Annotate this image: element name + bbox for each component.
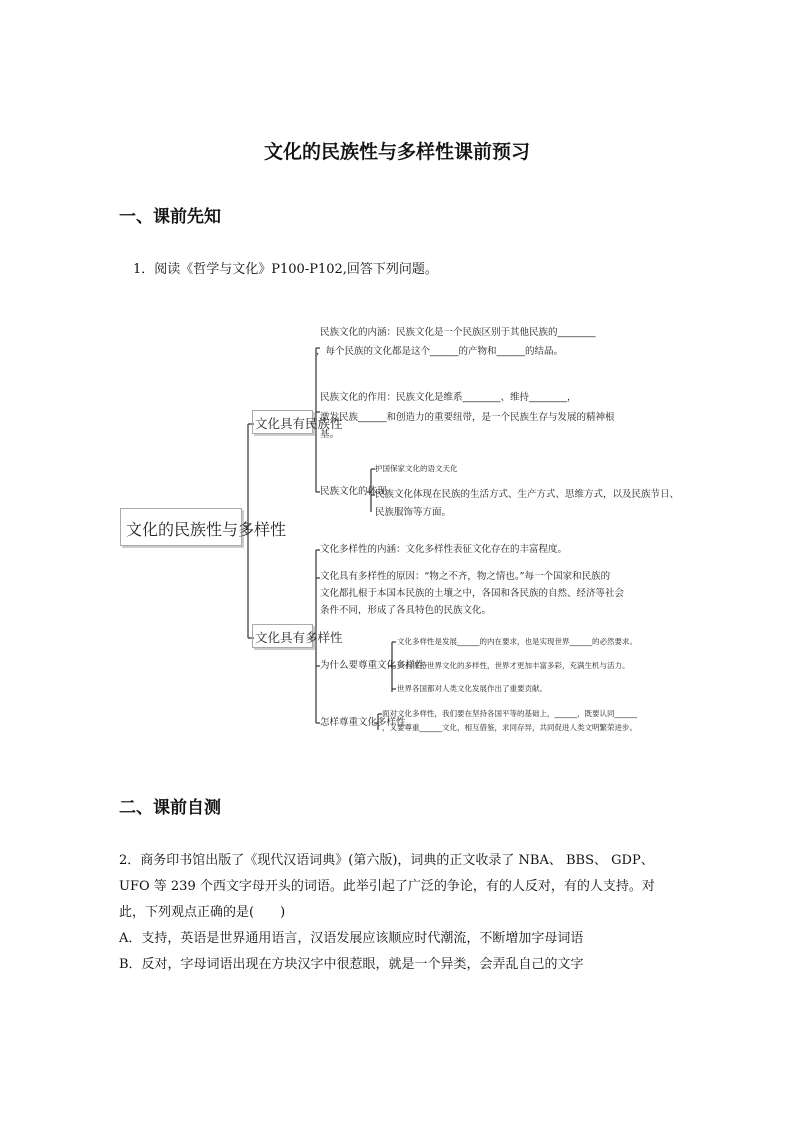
b2-item4-label: 怎样尊重文化多样性 [320,717,406,728]
b1-item3-sub3: 民族服饰等方面。 [375,507,452,518]
question-2 [119,848,679,978]
b1-item1-line2: ，每个民族的文化都是这个______的产物和______的结晶。 [316,346,564,357]
b1-item3-sub2: 民族文化体现在民族的生活方式、生产方式、思维方式，以及民族节日、 [375,489,680,500]
b1-item2-line2: 激发民族______和创造力的重要纽带，是一个民族生存与发展的精神根 [320,412,615,423]
option-b: B．反对，字母词语出现在方块汉字中很惹眼，就是一个异类，会弄乱自己的文字 [119,957,584,972]
branch-diversity: 文化具有多样性 [255,630,343,645]
b1-item2-line1: 民族文化的作用：民族文化是维系________、维持________， [320,392,577,403]
b2-item3-sub1: 文化多样性是发展______的内在要求，也是实现世界______的必然要求。 [397,637,637,646]
b2-item2-line3: 条件不同，形成了各具特色的民族文化。 [320,605,492,616]
b2-item1: 文化多样性的内涵：文化多样性表征文化存在的丰富程度。 [320,544,568,555]
b2-item3-sub3: 世界各国都对人类文化发展作出了重要贡献。 [397,684,547,693]
section-heading-2: 二、课前自测 [119,798,221,818]
page-title: 文化的民族性与多样性课前预习 [263,141,530,163]
option-a: A．支持，英语是世界通用语言，汉语发展应该顺应时代潮流，不断增加字母词语 [119,931,584,946]
b2-item2-line1: 文化具有多样性的原因：“物之不齐，物之情也。”每一个国家和民族的 [320,571,611,582]
b2-item3-sub2: 只有保持世界文化的多样性，世界才更加丰富多彩，充满生机与活力。 [397,661,630,670]
b1-item3-sub1: 护国保家文化的语文天化 [375,464,458,473]
b2-item4-sub2: ，又要尊重______文化，相互借鉴，求同存异，共同促进人类文明繁荣进步。 [382,723,637,732]
branch-ethnicity: 文化具有民族性 [255,416,343,431]
b2-item4-sub1: 面对文化多样性，我们要在坚持各国平等的基础上，______，既要认同______ [382,709,637,718]
question-2-line3: 此，下列观点正确的是( ) [119,905,286,920]
b2-item2-line2: 文化都扎根于本国本民族的土壤之中，各国和各民族的自然、经济等社会 [320,588,625,599]
b1-item3-label: 民族文化的体现 [320,486,387,497]
question-1: 1．阅读《哲学与文化》P100-P102,回答下列问题。 [133,262,438,277]
mind-map-root: 文化的民族性与多样性 [126,520,287,539]
b1-item1-line1: 民族文化的内涵：民族文化是一个民族区别于其他民族的________ [320,327,596,338]
question-2-line2: UFO 等 239 个西文字母开头的词语。此举引起了广泛的争论，有的人反对，有的人支持。对 [119,879,655,894]
section-heading-1: 一、课前先知 [119,207,221,227]
mind-map-figure [120,312,680,754]
b1-item2-line3: 基。 [320,429,340,440]
b2-item3-label: 为什么要尊重文化多样性 [320,660,425,671]
question-2-line1: 2．商务印书馆出版了《现代汉语词典》(第六版)，词典的正文收录了 NBA、 BBS、 GDP、 [119,853,654,868]
